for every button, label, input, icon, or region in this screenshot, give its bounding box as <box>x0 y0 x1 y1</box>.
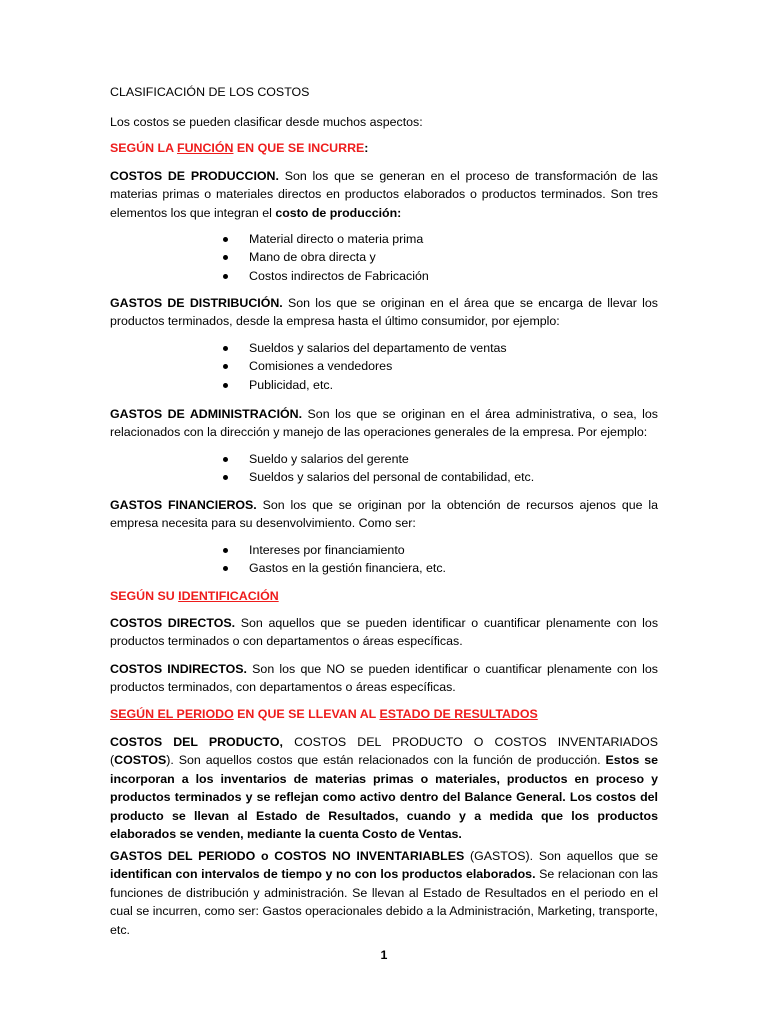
document-title <box>110 83 658 101</box>
section-heading-identificacion <box>110 587 658 605</box>
list-item: Publicidad, etc. <box>221 376 507 394</box>
term-bold-end: costo de producción: <box>275 205 402 220</box>
term-label: COSTOS DE PRODUCCION. <box>110 169 279 183</box>
term-label: COSTOS INDIRECTOS. <box>110 662 247 676</box>
heading-part: EN QUE SE INCURRE <box>233 141 365 155</box>
paragraph-costos-indirectos <box>110 660 658 697</box>
paragraph-costos-produccion <box>110 167 658 222</box>
paragraph-text: Se relacionan con las funciones de distribución y administración. Se llevan al Estado de Resultados en el periodo en el cual se incurren, como ser: Gastos operacionales debido a la Administración, Marketing, transporte, etc. <box>110 867 658 937</box>
intro-paragraph <box>110 113 658 131</box>
term-bold: COSTOS <box>114 753 167 768</box>
paragraph-gastos-periodo <box>110 847 658 939</box>
paragraph-text: COSTOS DEL PRODUCTO O COSTOS INVENTARIADOS ( <box>110 735 658 768</box>
list-item: Comisiones a vendedores <box>221 357 507 375</box>
list-item: Costos indirectos de Fabricación <box>221 267 429 285</box>
heading-part: EN QUE SE LLEVAN AL <box>233 707 380 721</box>
heading-part: SEGÚN SU <box>110 589 179 603</box>
list-costos-produccion <box>221 230 429 285</box>
term-label: COSTOS DEL PRODUCTO, <box>110 735 283 749</box>
heading-underlined-part: SEGÚN EL PERIODO <box>110 707 234 721</box>
list-item: Material directo o materia prima <box>221 230 429 248</box>
paragraph-text: Son los que se originan en el área administrativa, o sea, los relacionados con la dirección y manejo de las operaciones generales de la empresa. Por ejemplo: <box>110 407 658 440</box>
section-heading-funcion <box>110 139 658 157</box>
paragraph-text: Son los que se generan en el proceso de transformación de las materias primas o materiales directos en productos elaborados o productos terminados. Son tres elementos los que integran el <box>110 169 658 220</box>
heading-colon: : <box>364 141 369 155</box>
page-number: 1 <box>380 948 388 962</box>
list-item: Gastos en la gestión financiera, etc. <box>221 559 446 577</box>
paragraph-text: Son los que se originan en el área que se encarga de llevar los productos terminados, desde la empresa hasta el último consumidor, por ejemplo: <box>110 296 659 329</box>
term-label: COSTOS DIRECTOS. <box>110 616 236 630</box>
paragraph-costos-directos <box>110 614 658 651</box>
title-text: CLASIFICACIÓN DE LOS COSTOS <box>110 85 310 99</box>
paragraph-costos-producto <box>110 733 658 843</box>
list-item: Sueldos y salarios del departamento de ventas <box>221 339 507 357</box>
paragraph-text: ). Son aquellos costos que están relacionados con la función de producción. <box>166 753 606 768</box>
heading-part: SEGÚN LA <box>110 141 178 155</box>
term-label: GASTOS DEL PERIODO o COSTOS NO INVENTARIABLES <box>110 849 465 863</box>
term-label: GASTOS DE DISTRIBUCIÓN. <box>110 296 283 310</box>
intro-text: Los costos se pueden clasificar desde muchos aspectos: <box>110 115 423 129</box>
list-gastos-administracion <box>221 450 534 487</box>
list-item: Sueldos y salarios del personal de contabilidad, etc. <box>221 468 534 486</box>
list-item: Sueldo y salarios del gerente <box>221 450 534 468</box>
list-item: Mano de obra directa y <box>221 248 429 266</box>
term-bold-text: Estos se incorporan a los inventarios de materias primas o materiales, productos en proceso y productos terminados y se reflejan como activo dentro del Balance General. Los costos del producto se llevan al Estado de Resultados, cuando y a medida que los productos elaborados se venden, mediante la cuenta Costo de Ventas. <box>110 753 658 842</box>
paragraph-gastos-administracion <box>110 405 658 442</box>
paragraph-gastos-financieros <box>110 496 658 533</box>
heading-underlined-part: ESTADO DE RESULTADOS <box>379 707 538 721</box>
term-label: GASTOS DE ADMINISTRACIÓN. <box>110 407 303 421</box>
paragraph-text: Son los que NO se pueden identificar o cuantificar plenamente con los productos terminados, con departamentos o áreas específicas. <box>110 662 659 695</box>
paragraph-text: (GASTOS). Son aquellos que se <box>464 849 658 863</box>
term-bold-text: identifican con intervalos de tiempo y no con los productos elaborados. <box>110 867 536 882</box>
list-item: Intereses por financiamiento <box>221 541 446 559</box>
paragraph-text: Son aquellos que se pueden identificar o cuantificar plenamente con los productos terminados o con departamentos o áreas específicas. <box>110 616 659 649</box>
term-label: GASTOS FINANCIEROS. <box>110 498 257 512</box>
section-heading-periodo <box>110 705 658 723</box>
list-gastos-distribucion <box>221 339 507 394</box>
heading-underlined-part: IDENTIFICACIÓN <box>178 589 279 603</box>
heading-underlined-part: FUNCIÓN <box>177 141 234 155</box>
paragraph-text: Son los que se originan por la obtención de recursos ajenos que la empresa necesita para su desenvolvimiento. Como ser: <box>110 498 659 531</box>
paragraph-gastos-distribucion <box>110 294 658 331</box>
list-gastos-financieros <box>221 541 446 578</box>
